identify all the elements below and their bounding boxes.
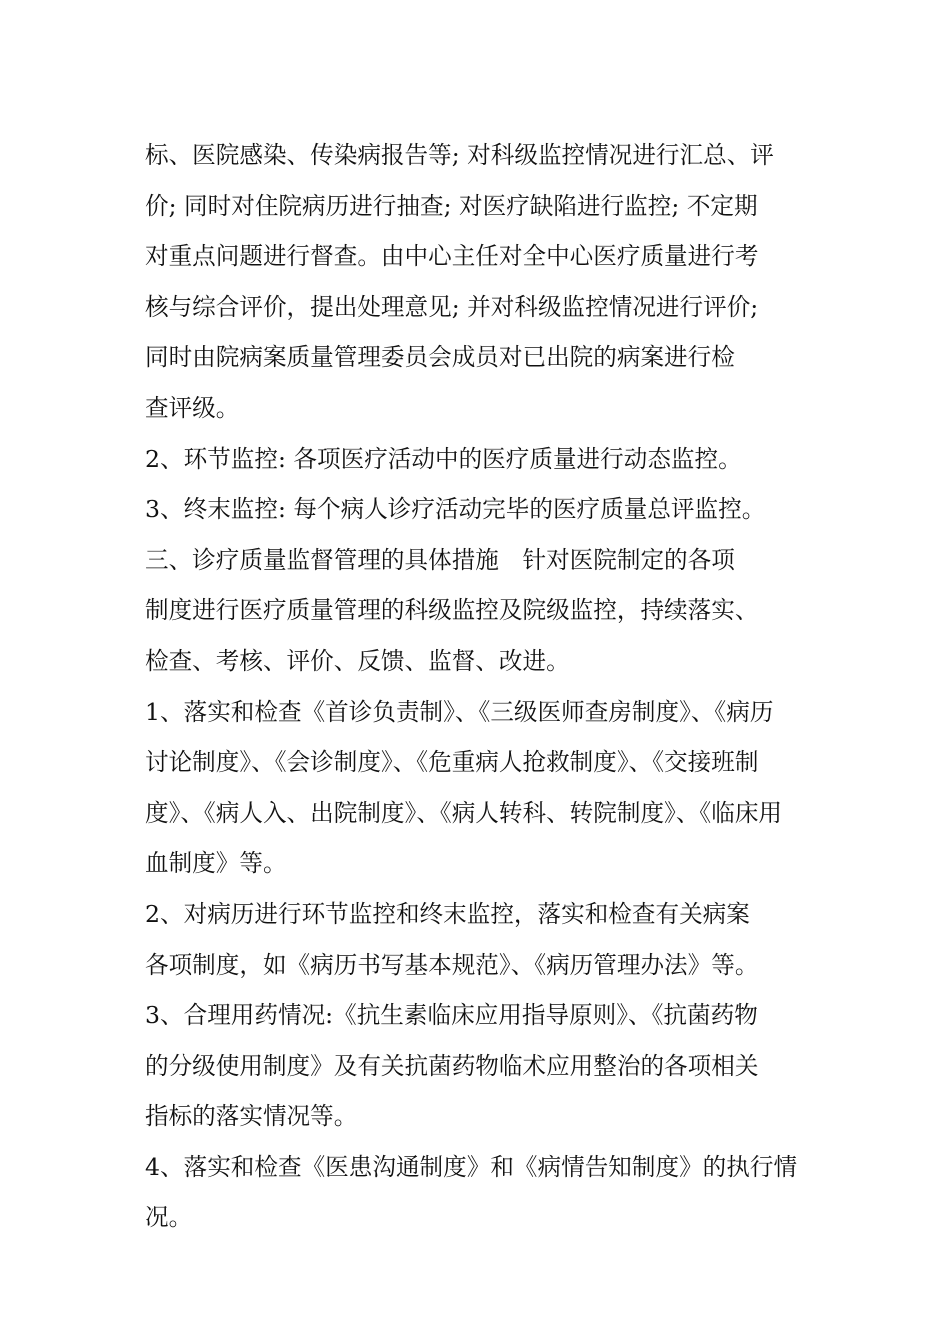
text-line: 1、落实和检查《首诊负责制》、《三级医师查房制度》、《病历 <box>145 697 774 726</box>
text-line: 度》、《病人入、出院制度》、《病人转科、转院制度》、《临床用 <box>145 798 783 827</box>
text-line: 讨论制度》、《会诊制度》、《危重病人抢救制度》、《交接班制 <box>145 748 759 777</box>
paragraph-link-monitoring <box>145 434 809 485</box>
text-line: 检查、考核、评价、反馈、监督、改进。 <box>145 646 570 675</box>
text-line: 3、合理用药情况:《抗生素临床应用指导原则》、《抗菌药物 <box>145 1001 758 1030</box>
paragraph-final-monitoring <box>145 484 809 535</box>
paragraph-section-three-heading <box>145 535 809 687</box>
text-line: 3、终末监控: 每个病人诊疗活动完毕的医疗质量总评监控。 <box>145 495 766 524</box>
text-line: 的分级使用制度》及有关抗菌药物临术应用整治的各项相关 <box>145 1051 759 1080</box>
text-line: 2、环节监控: 各项医疗活动中的医疗质量进行动态监控。 <box>145 444 742 473</box>
paragraph-quality-monitoring-continued <box>145 130 809 434</box>
text-line: 4、落实和检查《医患沟通制度》和《病情告知制度》的执行情 <box>145 1152 798 1181</box>
text-line: 三、诊疗质量监督管理的具体措施 针对医院制定的各项 <box>145 545 735 574</box>
text-line: 各项制度，如《病历书写基本规范》、《病历管理办法》等。 <box>145 950 759 979</box>
text-line: 2、对病历进行环节监控和终末监控，落实和检查有关病案 <box>145 899 750 928</box>
paragraph-item-1 <box>145 687 809 889</box>
text-line: 对重点问题进行督查。由中心主任对全中心医疗质量进行考 <box>145 242 759 271</box>
document-body <box>145 130 809 1243</box>
paragraph-item-3 <box>145 990 809 1142</box>
text-line: 价; 同时对住院病历进行抽查; 对医疗缺陷进行监控; 不定期 <box>145 191 758 220</box>
text-line: 制度进行医疗质量管理的科级监控及院级监控，持续落实、 <box>145 596 759 625</box>
paragraph-item-2 <box>145 889 809 990</box>
text-line: 查评级。 <box>145 393 240 422</box>
text-line: 血制度》等。 <box>145 849 287 878</box>
text-line: 核与综合评价，提出处理意见; 并对科级监控情况进行评价; <box>145 292 759 321</box>
text-line: 况。 <box>145 1203 193 1232</box>
paragraph-item-4 <box>145 1142 809 1243</box>
text-line: 同时由院病案质量管理委员会成员对已出院的病案进行检 <box>145 343 735 372</box>
text-line: 指标的落实情况等。 <box>145 1102 358 1131</box>
text-line: 标、医院感染、传染病报告等; 对科级监控情况进行汇总、评 <box>145 141 774 169</box>
